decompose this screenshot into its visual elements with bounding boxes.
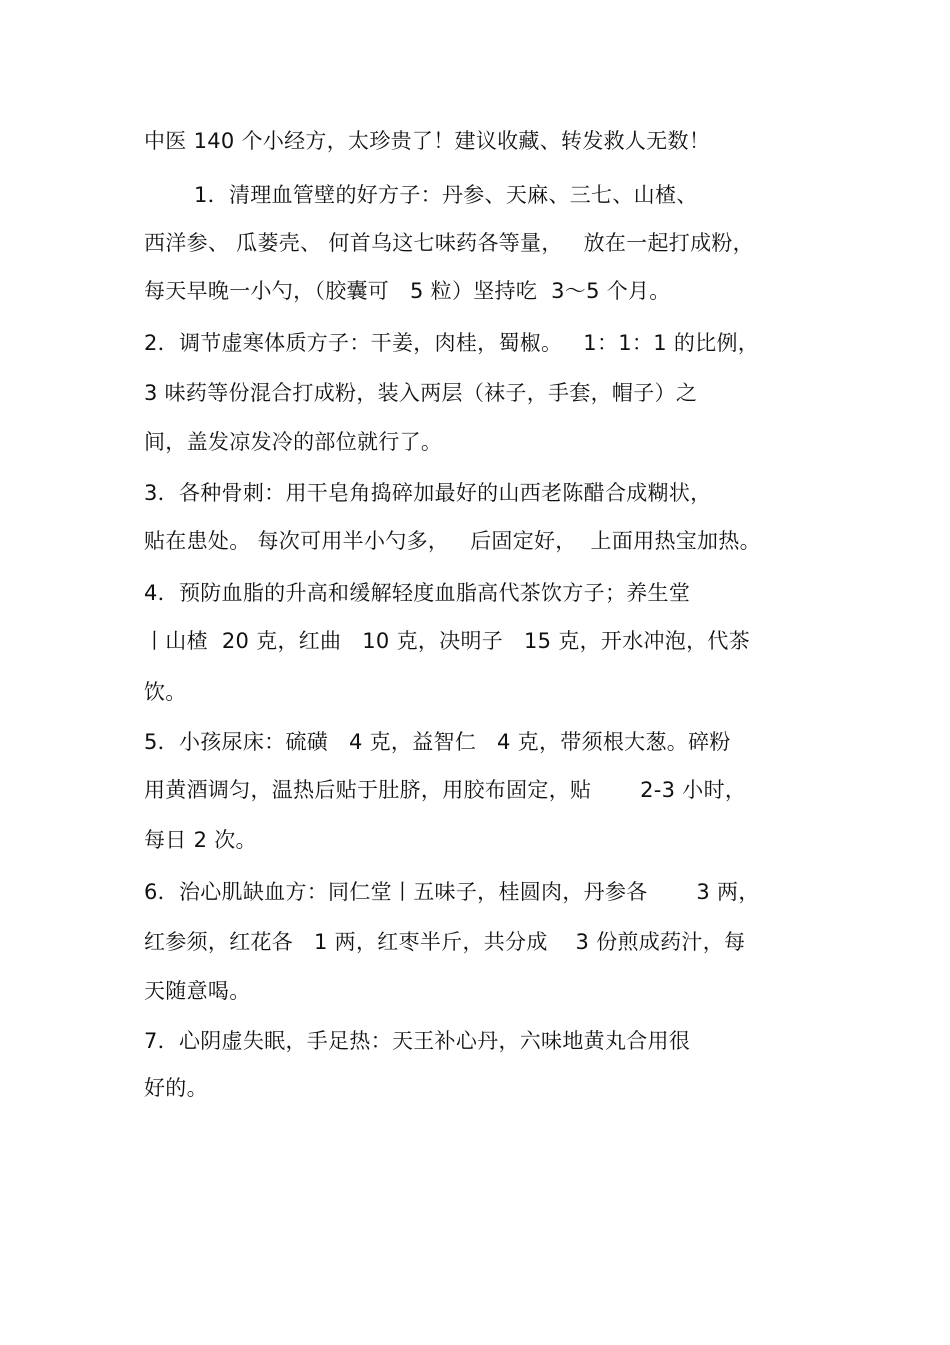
document-title: 中医 140 个小经方，太珍贵了！建议收藏、转发救人无数！	[144, 129, 711, 153]
text-line: 3．各种骨刺：用干皂角捣碎加最好的山西老陈醋合成糊状，	[144, 481, 712, 505]
text-line: 间，盖发凉发冷的部位就行了。	[144, 430, 443, 454]
text-line: 2．调节虚寒体质方子：干姜，肉桂，蜀椒。 1：1：1 的比例，	[144, 331, 760, 355]
text-line: 丨山楂 20 克，红曲 10 克，决明子 15 克，开水冲泡，代茶	[144, 629, 750, 653]
text-line: 3 味药等份混合打成粉，装入两层（袜子，手套，帽子）之	[144, 381, 698, 405]
text-line: 4．预防血脂的升高和缓解轻度血脂高代茶饮方子；养生堂	[144, 581, 691, 605]
text-line: 贴在患处。 每次可用半小勺多， 后固定好， 上面用热宝加热。	[144, 529, 761, 553]
text-line: 红参须，红花各 1 两，红枣半斤，共分成 3 份煎成药汁，每	[144, 930, 746, 954]
text-line: 西洋参、 瓜蒌壳、 何首乌这七味药各等量， 放在一起打成粉，	[144, 231, 754, 255]
text-line: 天随意喝。	[144, 979, 251, 1003]
text-line: 7．心阴虚失眠，手足热：天王补心丹，六味地黄丸合用很	[144, 1029, 691, 1053]
text-line: 每天早晚一小勺，（胶囊可 5 粒）坚持吃 3～5 个月。	[144, 279, 671, 303]
text-line: 1．清理血管壁的好方子：丹参、天麻、三七、山楂、	[194, 183, 698, 207]
text-line: 5．小孩尿床：硫磺 4 克，益智仁 4 克，带须根大葱。碎粉	[144, 730, 731, 754]
text-line: 每日 2 次。	[144, 828, 257, 852]
text-line: 6．治心肌缺血方：同仁堂丨五味子，桂圆肉，丹参各 3 两，	[144, 880, 760, 904]
text-line: 饮。	[144, 680, 187, 704]
text-line: 用黄酒调匀，温热后贴于肚脐，用胶布固定，贴 2-3 小时，	[144, 778, 747, 802]
text-line: 好的。	[144, 1076, 208, 1100]
